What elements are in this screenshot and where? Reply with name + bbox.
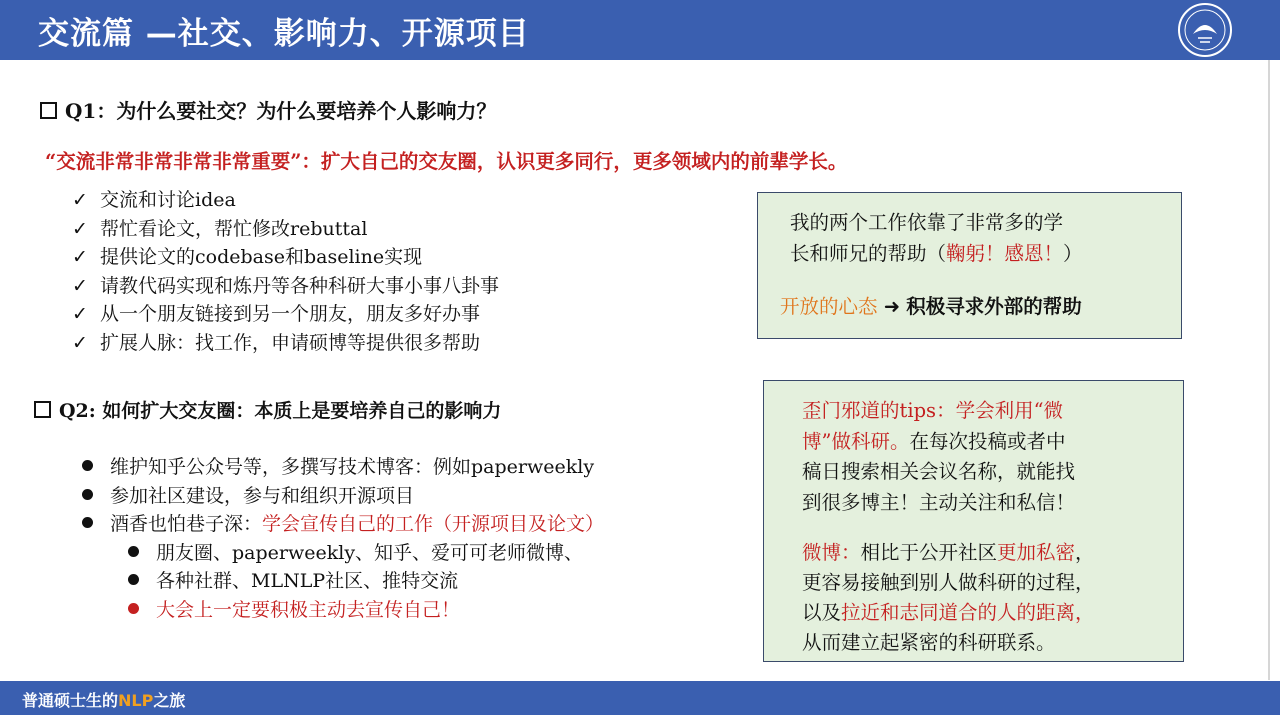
list-item-text: 朋友圈、paperweekly、知乎、爱可可老师微博、 bbox=[156, 541, 584, 564]
list-item-text: 交流和讨论idea bbox=[100, 189, 236, 211]
box2-line7 bbox=[802, 597, 1095, 628]
list-item bbox=[72, 328, 499, 357]
box2-line5-text: 相比于公开社区 bbox=[860, 541, 998, 564]
footer-text bbox=[22, 688, 185, 711]
divider bbox=[1268, 60, 1270, 680]
box1-line3-text: 积极寻求外部的帮助 bbox=[906, 295, 1082, 318]
box2-line6: 更容易接触到别人做科研的过程， bbox=[802, 571, 1095, 594]
box2-line7-text: 以及 bbox=[802, 601, 842, 624]
list-item-text: 提供论文的codebase和baseline实现 bbox=[100, 246, 423, 268]
bullet-icon bbox=[82, 460, 93, 471]
list-item-highlight: 学会宣传自己的工作（开源项目及论文） bbox=[262, 513, 605, 535]
box2-line7-highlight: 拉近和志同道合的人的距离， bbox=[841, 601, 1095, 624]
box1-line3 bbox=[780, 291, 1082, 322]
bullet-icon bbox=[128, 546, 139, 557]
list-item bbox=[72, 299, 499, 328]
list-item bbox=[72, 214, 499, 243]
check-icon: ✓ bbox=[72, 331, 88, 354]
box1-line2-text: 长和师兄的帮助（ bbox=[790, 242, 947, 265]
list-item-text: 维护知乎公众号等，多撰写技术博客：例如paperweekly bbox=[110, 456, 595, 478]
q1-title: Q1：为什么要社交？为什么要培养个人影响力？ bbox=[65, 99, 497, 123]
checkbox-icon bbox=[34, 401, 51, 418]
list-item bbox=[82, 481, 604, 510]
sub-list-item bbox=[82, 595, 604, 624]
slide-title: 交流篇 —社交、影响力、开源项目 bbox=[38, 16, 530, 52]
box2-line2 bbox=[802, 426, 1066, 457]
q2-heading bbox=[34, 396, 501, 423]
bullet-icon bbox=[128, 603, 139, 614]
box2-line5-highlight: 微博： bbox=[802, 541, 861, 564]
sub-list-item bbox=[82, 538, 604, 567]
box2-line2-highlight: 博”做科研。 bbox=[802, 430, 910, 453]
bullet-icon bbox=[82, 517, 93, 528]
tips-box bbox=[763, 380, 1184, 662]
box1-line1: 我的两个工作依靠了非常多的学 bbox=[790, 211, 1064, 234]
footer-prefix: 普通硕士生的 bbox=[22, 691, 119, 710]
check-icon: ✓ bbox=[72, 303, 88, 325]
bullet-icon bbox=[82, 489, 93, 500]
box2-line5-highlight2: 更加私密 bbox=[997, 541, 1076, 564]
footer-bar bbox=[0, 681, 1280, 715]
box2-line8: 从而建立起紧密的科研联系。 bbox=[802, 631, 1056, 654]
q1-quote: “交流非常非常非常非常重要”：扩大自己的交友圈，认识更多同行，更多领域内的前辈学长。 bbox=[45, 150, 848, 173]
footer-suffix: 之旅 bbox=[153, 691, 186, 710]
arrow-right-icon: ➜ bbox=[883, 295, 901, 318]
check-icon: ✓ bbox=[72, 274, 88, 297]
list-item-text: 参加社区建设，参与和组织开源项目 bbox=[110, 484, 415, 507]
box2-line2-text: 在每次投稿或者中 bbox=[909, 430, 1066, 453]
q2-bullet-list bbox=[82, 452, 604, 623]
footer-highlight: NLP bbox=[118, 691, 154, 710]
list-item bbox=[72, 185, 499, 214]
check-icon: ✓ bbox=[72, 189, 88, 211]
list-item-text: 扩展人脉：找工作，申请硕博等提供很多帮助 bbox=[100, 331, 481, 354]
list-item-text: 帮忙看论文，帮忙修改rebuttal bbox=[100, 217, 368, 240]
list-item bbox=[72, 271, 499, 300]
q1-check-list bbox=[72, 185, 499, 356]
box2-line3: 稿日搜索相关会议名称，就能找 bbox=[802, 460, 1076, 483]
box2-line4: 到很多博主！主动关注和私信！ bbox=[802, 491, 1076, 514]
box2-line5-end: ， bbox=[1075, 541, 1095, 564]
box1-line2-highlight: 鞠躬！感恩！ bbox=[946, 242, 1064, 265]
box1-line2 bbox=[790, 238, 1083, 269]
box2-line5 bbox=[802, 537, 1095, 568]
q2-title: Q2: 如何扩大交友圈：本质上是要培养自己的影响力 bbox=[59, 400, 502, 422]
list-item-text: 大会上一定要积极主动去宣传自己！ bbox=[156, 598, 461, 621]
list-item bbox=[72, 242, 499, 271]
title-bar bbox=[0, 0, 1280, 60]
bullet-icon bbox=[128, 574, 139, 585]
q1-heading bbox=[40, 95, 496, 124]
list-item-text: 请教代码实现和炼丹等各种科研大事小事八卦事 bbox=[100, 274, 500, 297]
list-item-text: 各种社群、MLNLP社区、推特交流 bbox=[156, 570, 459, 592]
list-item-text: 酒香也怕巷子深： bbox=[110, 513, 263, 535]
check-icon: ✓ bbox=[72, 246, 88, 268]
box1-line2-suffix: ） bbox=[1063, 242, 1083, 265]
list-item bbox=[82, 452, 604, 481]
list-item bbox=[82, 509, 604, 538]
checkbox-icon bbox=[40, 102, 57, 119]
sub-list-item bbox=[82, 566, 604, 595]
check-icon: ✓ bbox=[72, 217, 88, 240]
list-item-text: 从一个朋友链接到另一个朋友，朋友多好办事 bbox=[100, 303, 481, 325]
university-logo-icon bbox=[1176, 2, 1234, 58]
box2-line1: 歪门邪道的tips：学会利用“微 bbox=[802, 399, 1064, 422]
gratitude-box bbox=[757, 192, 1182, 339]
box1-line3-highlight: 开放的心态 bbox=[780, 295, 878, 318]
